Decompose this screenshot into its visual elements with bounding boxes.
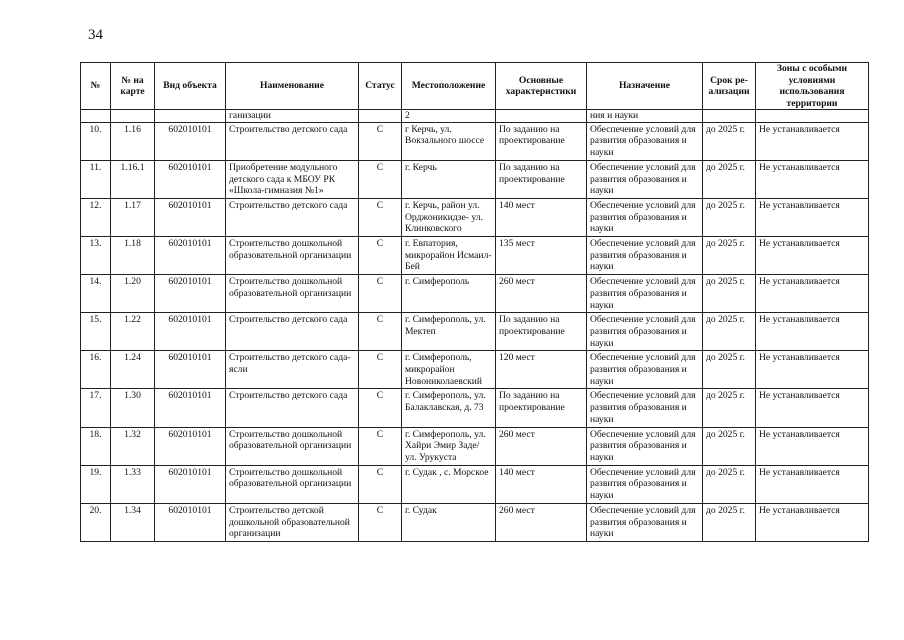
- object-term: до 2025 г.: [703, 198, 756, 236]
- object-characteristics: 260 мест: [496, 275, 587, 313]
- object-type: 602010101: [155, 275, 226, 313]
- object-name: Строительство детского сада: [226, 122, 359, 160]
- object-term: до 2025 г.: [703, 313, 756, 351]
- object-characteristics: По заданию на проектирование: [496, 313, 587, 351]
- table-row: [81, 160, 869, 198]
- object-location: г. Симферополь: [402, 275, 496, 313]
- map-number: 1.16.1: [111, 160, 155, 198]
- map-number: 1.24: [111, 351, 155, 389]
- object-type: 602010101: [155, 351, 226, 389]
- object-type: 602010101: [155, 465, 226, 503]
- map-number: 1.33: [111, 465, 155, 503]
- object-type: 602010101: [155, 122, 226, 160]
- row-number: 19.: [81, 465, 111, 503]
- object-characteristics: 140 мест: [496, 465, 587, 503]
- cell: [155, 110, 226, 123]
- object-name: Строительство дошкольной образовательной организации: [226, 465, 359, 503]
- object-zones: Не устанавливается: [756, 198, 869, 236]
- row-number: 17.: [81, 389, 111, 427]
- table-row: [81, 275, 869, 313]
- object-status: С: [359, 198, 402, 236]
- object-name: Строительство детской дошкольной образовательной организации: [226, 503, 359, 541]
- cell: [111, 110, 155, 123]
- map-number: 1.18: [111, 237, 155, 275]
- map-number: 1.16: [111, 122, 155, 160]
- map-number: 1.22: [111, 313, 155, 351]
- continuation-row: [81, 110, 869, 123]
- row-number: 12.: [81, 198, 111, 236]
- object-zones: Не устанавливается: [756, 427, 869, 465]
- object-purpose: Обеспечение условий для развития образования и науки: [587, 122, 703, 160]
- object-zones: Не устанавливается: [756, 389, 869, 427]
- object-status: С: [359, 389, 402, 427]
- object-term: до 2025 г.: [703, 275, 756, 313]
- map-number: 1.34: [111, 503, 155, 541]
- header-status: Статус: [359, 63, 402, 110]
- row-number: 20.: [81, 503, 111, 541]
- object-location: г. Судак: [402, 503, 496, 541]
- object-purpose: Обеспечение условий для развития образования и науки: [587, 503, 703, 541]
- object-status: С: [359, 465, 402, 503]
- cell: ния и науки: [587, 110, 703, 123]
- object-location: г. Керчь, район ул. Орджоникидзе- ул. Клинковского: [402, 198, 496, 236]
- object-status: С: [359, 313, 402, 351]
- object-purpose: Обеспечение условий для развития образования и науки: [587, 237, 703, 275]
- object-zones: Не устанавливается: [756, 237, 869, 275]
- table-row: [81, 313, 869, 351]
- object-name: Строительство дошкольной образовательной организации: [226, 275, 359, 313]
- object-status: С: [359, 503, 402, 541]
- object-characteristics: 260 мест: [496, 503, 587, 541]
- object-characteristics: 120 мест: [496, 351, 587, 389]
- map-number: 1.20: [111, 275, 155, 313]
- object-location: г. Симферополь, ул. Балаклавская, д. 73: [402, 389, 496, 427]
- object-characteristics: По заданию на проектирование: [496, 389, 587, 427]
- map-number: 1.32: [111, 427, 155, 465]
- table-row: [81, 351, 869, 389]
- object-name: Строительство дошкольной образовательной организации: [226, 427, 359, 465]
- page-number: 34: [88, 27, 103, 43]
- cell: [703, 110, 756, 123]
- object-name: Строительство детского сада-ясли: [226, 351, 359, 389]
- map-number: 1.30: [111, 389, 155, 427]
- object-term: до 2025 г.: [703, 503, 756, 541]
- table-row: [81, 427, 869, 465]
- cell: 2: [402, 110, 496, 123]
- header-term: Срок ре-ализации: [703, 63, 756, 110]
- object-type: 602010101: [155, 503, 226, 541]
- object-zones: Не устанавливается: [756, 503, 869, 541]
- table-row: [81, 389, 869, 427]
- object-zones: Не устанавливается: [756, 313, 869, 351]
- table-header-row: [81, 63, 869, 110]
- map-number: 1.17: [111, 198, 155, 236]
- object-characteristics: 135 мест: [496, 237, 587, 275]
- row-number: 18.: [81, 427, 111, 465]
- object-location: г. Керчь: [402, 160, 496, 198]
- object-name: Строительство дошкольной образовательной организации: [226, 237, 359, 275]
- object-name: Строительство детского сада: [226, 389, 359, 427]
- header-characteristics: Основные характеристики: [496, 63, 587, 110]
- object-status: С: [359, 351, 402, 389]
- cell: [359, 110, 402, 123]
- header-purpose: Назначение: [587, 63, 703, 110]
- row-number: 13.: [81, 237, 111, 275]
- object-term: до 2025 г.: [703, 389, 756, 427]
- table-row: [81, 503, 869, 541]
- object-purpose: Обеспечение условий для развития образования и науки: [587, 198, 703, 236]
- object-location: г. Евпатория, микрорайон Исмаил-Бей: [402, 237, 496, 275]
- object-zones: Не устанавливается: [756, 351, 869, 389]
- object-term: до 2025 г.: [703, 122, 756, 160]
- row-number: 16.: [81, 351, 111, 389]
- object-characteristics: 140 мест: [496, 198, 587, 236]
- table-row: [81, 465, 869, 503]
- table-row: [81, 198, 869, 236]
- row-number: 15.: [81, 313, 111, 351]
- object-status: С: [359, 427, 402, 465]
- header-zones: Зоны с особыми условиями использования территории: [756, 63, 869, 110]
- object-purpose: Обеспечение условий для развития образования и науки: [587, 389, 703, 427]
- object-term: до 2025 г.: [703, 465, 756, 503]
- object-purpose: Обеспечение условий для развития образования и науки: [587, 427, 703, 465]
- object-term: до 2025 г.: [703, 427, 756, 465]
- object-purpose: Обеспечение условий для развития образования и науки: [587, 160, 703, 198]
- cell: ганизации: [226, 110, 359, 123]
- object-status: С: [359, 237, 402, 275]
- cell: [81, 110, 111, 123]
- header-name: Наименование: [226, 63, 359, 110]
- object-zones: Не устанавливается: [756, 122, 869, 160]
- object-purpose: Обеспечение условий для развития образования и науки: [587, 351, 703, 389]
- header-number: №: [81, 63, 111, 110]
- object-zones: Не устанавливается: [756, 275, 869, 313]
- row-number: 10.: [81, 122, 111, 160]
- object-status: С: [359, 122, 402, 160]
- object-purpose: Обеспечение условий для развития образования и науки: [587, 465, 703, 503]
- object-name: Приобретение модульного детского сада к МБОУ РК «Школа-гимназия №1»: [226, 160, 359, 198]
- header-map-number: № на карте: [111, 63, 155, 110]
- object-purpose: Обеспечение условий для развития образования и науки: [587, 313, 703, 351]
- object-characteristics: По заданию на проектирование: [496, 122, 587, 160]
- object-type: 602010101: [155, 237, 226, 275]
- object-type: 602010101: [155, 160, 226, 198]
- row-number: 14.: [81, 275, 111, 313]
- object-characteristics: 260 мест: [496, 427, 587, 465]
- row-number: 11.: [81, 160, 111, 198]
- object-purpose: Обеспечение условий для развития образования и науки: [587, 275, 703, 313]
- object-location: г. Симферополь, ул. Хайри Эмир Заде/ ул. Урукуста: [402, 427, 496, 465]
- object-characteristics: По заданию на проектирование: [496, 160, 587, 198]
- object-type: 602010101: [155, 389, 226, 427]
- cell: [756, 110, 869, 123]
- object-location: г. Судак , с. Морское: [402, 465, 496, 503]
- table-row: [81, 122, 869, 160]
- object-term: до 2025 г.: [703, 160, 756, 198]
- object-location: г Керчь, ул. Вокзального шоссе: [402, 122, 496, 160]
- cell: [496, 110, 587, 123]
- object-name: Строительство детского сада: [226, 313, 359, 351]
- object-term: до 2025 г.: [703, 237, 756, 275]
- object-location: г. Симферополь, микрорайон Новониколаевский: [402, 351, 496, 389]
- object-type: 602010101: [155, 198, 226, 236]
- object-status: С: [359, 160, 402, 198]
- header-object-type: Вид объекта: [155, 63, 226, 110]
- object-zones: Не устанавливается: [756, 465, 869, 503]
- header-location: Местоположение: [402, 63, 496, 110]
- objects-table: [80, 62, 869, 542]
- object-type: 602010101: [155, 313, 226, 351]
- object-status: С: [359, 275, 402, 313]
- object-type: 602010101: [155, 427, 226, 465]
- object-location: г. Симферополь, ул. Мектеп: [402, 313, 496, 351]
- object-name: Строительство детского сада: [226, 198, 359, 236]
- object-term: до 2025 г.: [703, 351, 756, 389]
- table-row: [81, 237, 869, 275]
- object-zones: Не устанавливается: [756, 160, 869, 198]
